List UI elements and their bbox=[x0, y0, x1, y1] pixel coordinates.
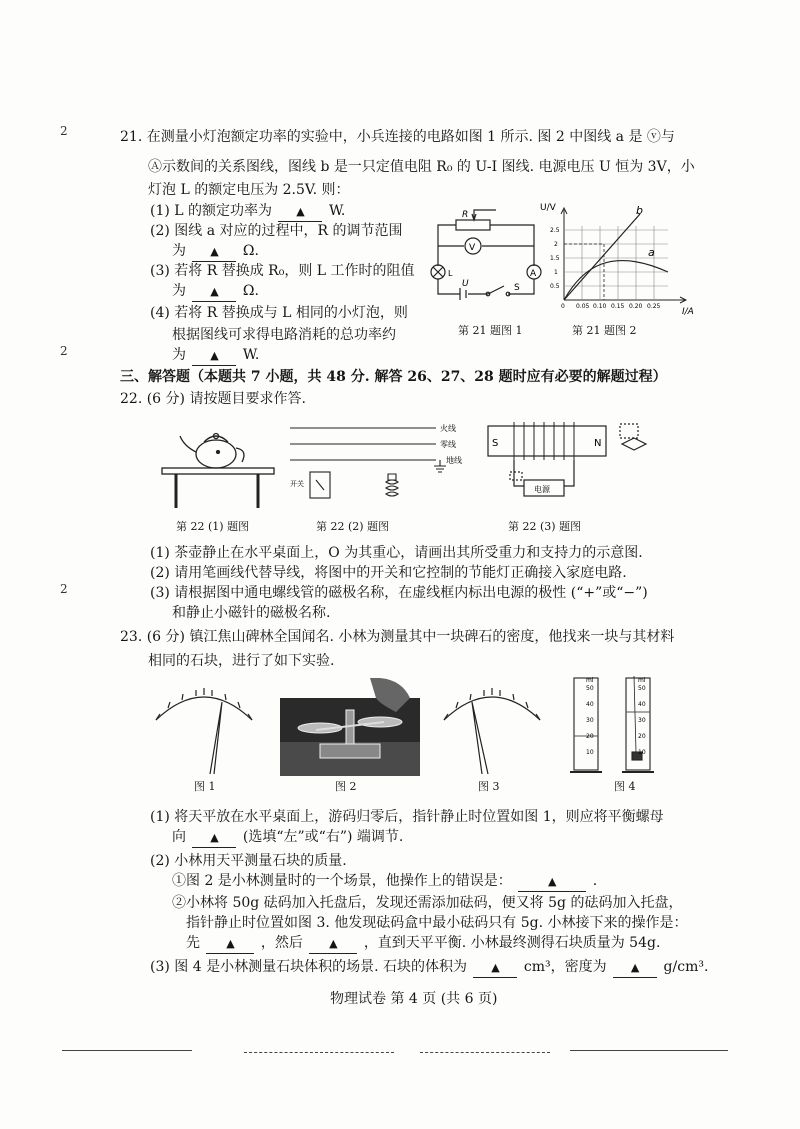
curve-b bbox=[564, 214, 640, 300]
q21-part2a: (2) 图线 a 对应的过程中，R 的调节范围 bbox=[150, 223, 403, 239]
circuit-label-S: S bbox=[514, 283, 520, 293]
q21-part3b bbox=[172, 282, 259, 302]
dashed-needle-box[interactable] bbox=[620, 424, 638, 438]
q23-part1a: (1) 将天平放在水平桌面上，游码归零后，指针静止时位置如图 1，则应将平衡螺母 bbox=[150, 809, 664, 825]
q21-part3-unit: Ω. bbox=[242, 283, 259, 299]
graph-xtick: 0.15 bbox=[611, 303, 625, 310]
q21-line2: Ⓐ示数间的关系图线，图线 b 是一只定值电阻 R₀ 的 U-I 图线. 电源电压 U 恒为 3V，小 bbox=[148, 159, 695, 175]
q21-part1-unit: W. bbox=[328, 203, 346, 219]
q21-part1-text: (1) L 的额定功率为 bbox=[150, 203, 273, 219]
q23-part2-2a: ②小林将 50g 砝码加入托盘后，发现还需添加砝码，便又将 5g 的砝码加入托盘， bbox=[172, 895, 683, 911]
q23-fig4-cylinders bbox=[568, 672, 668, 780]
blank-triangle: ▲ bbox=[630, 961, 640, 974]
q22-part3a: (3) 请根据图中通电螺线管的磁极名称，在虚线框内标出电源的极性 (“+”或“−”) bbox=[150, 585, 648, 601]
blank-triangle: ▲ bbox=[296, 205, 305, 218]
q23-part1b bbox=[172, 828, 403, 848]
footer-rule-1 bbox=[62, 1050, 192, 1051]
q21-part4-unit: W. bbox=[242, 347, 260, 363]
margin-mark-1: 2 bbox=[60, 124, 68, 138]
footer-rule-2 bbox=[244, 1052, 394, 1053]
cyl-unit: ml bbox=[638, 677, 646, 684]
cyl-tick: 10 bbox=[638, 749, 646, 756]
q21-answer-blank-2[interactable] bbox=[192, 242, 236, 262]
q22-title: 22. (6 分) 请按题目要求作答. bbox=[120, 391, 306, 407]
q23-fig1-caption: 图 1 bbox=[194, 780, 216, 793]
graph-xtick: 0.05 bbox=[576, 303, 590, 310]
circuit-label-U: U bbox=[462, 279, 469, 289]
q23-part2-2c bbox=[186, 934, 660, 954]
q23-fig2-balance-photo bbox=[280, 678, 420, 776]
power-label: 电源 bbox=[534, 485, 550, 494]
section3-heading: 三、解答题（本题共 7 小题，共 48 分. 解答 26、27、28 题时应有必要的解题过程） bbox=[120, 369, 667, 385]
q21-part4-prefix: 为 bbox=[172, 347, 186, 363]
q23-answer-blank-4[interactable] bbox=[309, 934, 357, 954]
q23-fig1-dial bbox=[148, 680, 260, 776]
q23-answer-blank-3[interactable] bbox=[206, 934, 254, 954]
q22-part3b: 和静止小磁针的磁极名称. bbox=[172, 605, 331, 621]
q23-part2-1-end: . bbox=[592, 873, 598, 889]
q22-fig3-caption: 第 22 (3) 题图 bbox=[508, 520, 582, 533]
graph-curve-b-label: b bbox=[636, 204, 643, 217]
circuit-label-R: R bbox=[462, 210, 469, 220]
dial-pointer bbox=[472, 702, 488, 774]
blank-triangle: ▲ bbox=[226, 937, 235, 950]
dial-pointer bbox=[210, 702, 222, 774]
q22-part1: (1) 茶壶静止在水平桌面上，O 为其重心，请画出其所受重力和支持力的示意图. bbox=[150, 545, 643, 561]
q21-part4a: (4) 若将 R 替换成与 L 相同的小灯泡，则 bbox=[150, 305, 408, 321]
q21-ui-graph bbox=[536, 200, 698, 318]
rheostat bbox=[456, 220, 490, 230]
footer-rule-4 bbox=[570, 1050, 728, 1051]
graph-xtick: 0.10 bbox=[593, 303, 607, 310]
q21-part3a: (3) 若将 R 替换成 R₀，则 L 工作时的阻值 bbox=[150, 263, 415, 279]
cyl-tick: 10 bbox=[586, 749, 594, 756]
pole-N: N bbox=[594, 438, 602, 449]
q23-fig2-caption: 图 2 bbox=[335, 780, 357, 793]
q21-answer-blank-1[interactable] bbox=[278, 202, 322, 222]
cyl-tick: 40 bbox=[586, 701, 594, 708]
graph-ytick: 1.5 bbox=[550, 255, 560, 262]
graph-ytick: 0.5 bbox=[550, 283, 560, 290]
q23-part3-end: g/cm³. bbox=[663, 959, 709, 975]
q23-fig3-caption: 图 3 bbox=[478, 780, 500, 793]
q21-part2-prefix: 为 bbox=[172, 243, 186, 259]
graph-xlabel: I/A bbox=[682, 307, 694, 317]
q23-answer-blank-1[interactable] bbox=[192, 828, 236, 848]
q21-line1: 21. 在测量小灯泡额定功率的实验中，小兵连接的电路如图 1 所示. 图 2 中图线 a 是 ⓥ与 bbox=[120, 129, 675, 145]
page-footer: 物理试卷 第 4 页 (共 6 页) bbox=[330, 991, 498, 1007]
q21-answer-blank-3[interactable] bbox=[192, 282, 236, 302]
q23-fig4-caption: 图 4 bbox=[614, 780, 636, 793]
q21-part3-prefix: 为 bbox=[172, 283, 186, 299]
energy-saving-lamp-icon bbox=[386, 474, 398, 496]
q23-answer-blank-6[interactable] bbox=[613, 958, 657, 978]
circuit-label-V: V bbox=[469, 243, 476, 253]
switch-label: 开关 bbox=[290, 480, 304, 488]
q22-teapot-figure bbox=[158, 424, 278, 510]
teapot-icon bbox=[196, 440, 236, 468]
compass-needle-icon bbox=[622, 438, 646, 450]
circuit-label-L: L bbox=[448, 269, 453, 278]
footer-rule-3 bbox=[420, 1052, 550, 1053]
q23-part2: (2) 小林用天平测量石块的质量. bbox=[150, 853, 347, 869]
dashed-pole-box[interactable] bbox=[510, 472, 522, 480]
pole-S: S bbox=[492, 438, 499, 449]
q22-wiring-figure bbox=[288, 420, 468, 512]
graph-xtick: 0.25 bbox=[647, 303, 661, 310]
q23-answer-blank-2[interactable] bbox=[518, 872, 586, 892]
q21-part2-unit: Ω. bbox=[242, 243, 259, 259]
margin-mark-3: 2 bbox=[60, 582, 68, 596]
q23-answer-blank-5[interactable] bbox=[473, 958, 517, 978]
q23-part2-2-then: ，然后 bbox=[260, 935, 303, 951]
blank-triangle: ▲ bbox=[329, 937, 338, 950]
q21-part2b bbox=[172, 242, 259, 262]
blank-triangle: ▲ bbox=[210, 831, 219, 844]
cyl-tick: 50 bbox=[586, 685, 594, 692]
graph-xtick: 0 bbox=[561, 303, 565, 310]
margin-mark-2: 2 bbox=[60, 344, 68, 358]
solenoid-core bbox=[488, 426, 606, 456]
q21-part4b: 根据图线可求得电路消耗的总功率约 bbox=[172, 327, 396, 343]
q23-part3 bbox=[150, 958, 708, 978]
q21-answer-blank-4[interactable] bbox=[192, 346, 236, 366]
q21-line3: 灯泡 L 的额定电压为 2.5V. 则： bbox=[148, 182, 350, 198]
blank-triangle: ▲ bbox=[548, 875, 557, 888]
q23-part3-text: (3) 图 4 是小林测量石块体积的场景. 石块的体积为 bbox=[150, 959, 467, 975]
q23-part2-2-first: 先 bbox=[186, 935, 200, 951]
cyl-tick: 30 bbox=[638, 717, 646, 724]
wire-ground-label: 地线 bbox=[446, 456, 462, 465]
q23-part2-1 bbox=[172, 872, 597, 892]
curve-a bbox=[564, 261, 668, 300]
blank-triangle: ▲ bbox=[210, 349, 219, 362]
cyl-tick: 40 bbox=[638, 701, 646, 708]
q23-part1-suffix: (选填“左”或“右”) 端调节. bbox=[242, 829, 404, 845]
q23-part3-mid: cm³，密度为 bbox=[523, 959, 607, 975]
graph-xtick: 0.20 bbox=[629, 303, 643, 310]
graph-ytick: 2.5 bbox=[550, 227, 560, 234]
q21-part4c bbox=[172, 346, 259, 366]
q22-part2: (2) 请用笔画线代替导线，将图中的开关和它控制的节能灯正确接入家庭电路. bbox=[150, 565, 627, 581]
circuit-label-A: A bbox=[530, 269, 537, 279]
blank-triangle: ▲ bbox=[210, 245, 219, 258]
q23-line2: 相同的石块，进行了如下实验. bbox=[148, 653, 335, 669]
q23-part1-prefix: 向 bbox=[172, 829, 186, 845]
graph-ylabel: U/V bbox=[540, 203, 556, 213]
cyl-tick: 20 bbox=[638, 733, 646, 740]
q23-fig3-dial bbox=[436, 680, 548, 776]
q21-fig2-caption: 第 21 题图 2 bbox=[572, 324, 637, 337]
cyl-unit: ml bbox=[586, 677, 594, 684]
cyl-tick: 30 bbox=[586, 717, 594, 724]
wire-fire-label: 火线 bbox=[440, 424, 456, 433]
graph-ytick: 1 bbox=[554, 269, 558, 276]
q23-part2-1-text: ①图 2 是小林测量时的一个场景，他操作上的错误是： bbox=[172, 873, 512, 889]
wire-zero-label: 零线 bbox=[440, 440, 456, 449]
blank-triangle: ▲ bbox=[210, 285, 219, 298]
graph-curve-a-label: a bbox=[648, 246, 655, 259]
q21-fig1-caption: 第 21 题图 1 bbox=[458, 324, 523, 337]
q23-part2-2-end: ，直到天平平衡. 小林最终测得石块质量为 54g. bbox=[363, 935, 661, 951]
table-icon bbox=[162, 468, 274, 474]
q22-fig2-caption: 第 22 (2) 题图 bbox=[316, 520, 390, 533]
cyl-tick: 50 bbox=[638, 685, 646, 692]
q23-line1: 23. (6 分) 镇江焦山碑林全国闻名. 小林为测量其中一块碑石的密度，他找来一块与其材料 bbox=[120, 629, 675, 645]
q22-fig1-caption: 第 22 (1) 题图 bbox=[176, 520, 250, 533]
q23-part2-2b: 指针静止时位置如图 3. 他发现砝码盒中最小砝码只有 5g. 小林接下来的操作是： bbox=[186, 915, 688, 931]
q22-solenoid-figure bbox=[484, 416, 664, 512]
q21-part1 bbox=[150, 202, 345, 222]
cyl-tick: 20 bbox=[586, 733, 594, 740]
graph-ytick: 2 bbox=[554, 241, 558, 248]
blank-triangle: ▲ bbox=[491, 961, 500, 974]
